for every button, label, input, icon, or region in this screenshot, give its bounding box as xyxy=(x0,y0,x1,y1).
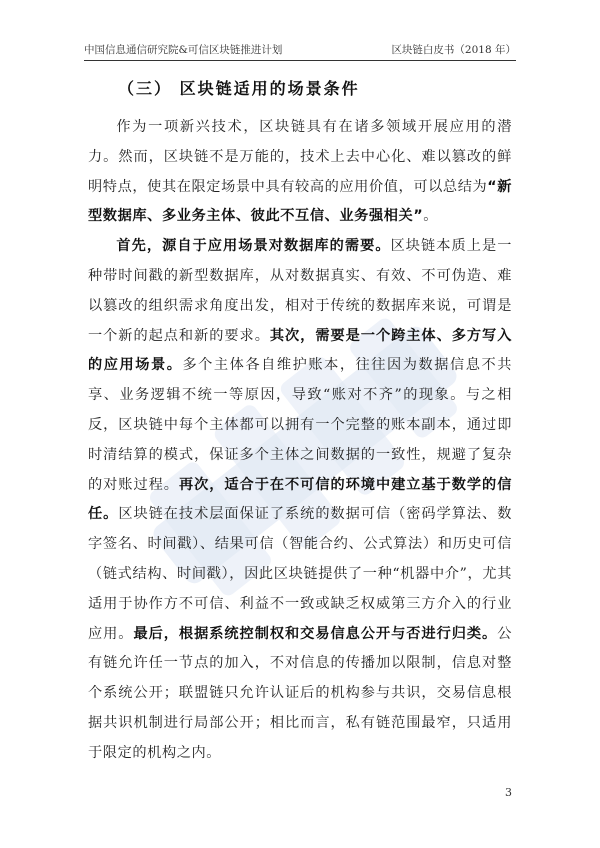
intro-text-2: 。 xyxy=(423,208,439,225)
condition-third-text: 区块链在技术层面保证了系统的数据可信（密码学算法、数字签名、时间戳）、结果可信（智能合约、公式算法）和历史可信（链式结构、时间戳），因此区块链提供了一种“机器中介”，尤其适用于协作方不可信、利益不一致或缺乏权威第三方介入的行业应用。 xyxy=(88,506,512,642)
condition-fourth-heading: 最后，根据系统控制权和交易信息公开与否进行归类。 xyxy=(133,625,498,642)
condition-fourth-text: 公有链允许任一节点的加入，不对信息的传播加以限制，信息对整个系统公开；联盟链只允许认证后的机构参与共识，交易信息根据共识机制进行局部公开；相比而言，私有链范围最窄，只适用于限定的机构之内。 xyxy=(88,625,512,761)
condition-first-heading: 首先，源自于应用场景对数据库的需要。 xyxy=(116,238,391,255)
intro-text-1: 作为一项新兴技术，区块链具有在诸多领域开展应用的潜力。然而，区块链不是万能的，技术上去中心化、难以篡改的鲜明特点，使其在限定场景中具有较高的应用价值，可以总结为 xyxy=(88,119,512,195)
paragraph-intro xyxy=(88,113,512,232)
header-right-text: 区块链白皮书（2018 年） xyxy=(391,44,516,56)
condition-second-text: 多个主体各自维护账本，往往因为数据信息不共享、业务逻辑不统一等原因，导致“账对不齐”的现象。与之相反，区块链中每个主体都可以拥有一个完整的账本副本，通过即时清结算的模式，保证多个主体之间数据的一致性，规避了复杂的对账过程。 xyxy=(88,357,512,493)
section-title: （三） 区块链适用的场景条件 xyxy=(118,79,360,98)
page-header xyxy=(84,40,516,61)
page-number: 3 xyxy=(505,786,512,799)
header-left-text: 中国信息通信研究院&可信区块链推进计划 xyxy=(84,44,283,56)
condition-third-heading: 再次，适合于在不可信的环境中建立基于数学的信任。 xyxy=(88,476,512,523)
main-content xyxy=(88,76,512,769)
intro-bold-1: “新型数据库、多业务主体、彼此不互信、业务强相关” xyxy=(88,178,512,225)
condition-second-heading: 其次，需要是一个跨主体、多方写入的应用场景。 xyxy=(88,327,512,374)
paragraph-conditions xyxy=(88,232,512,768)
condition-first-text: 区块链本质上是一种带时间戳的新型数据库，从对数据真实、有效、不可伪造、难以篡改的组织需求角度出发，相对于传统的数据库来说，可谓是一个新的起点和新的要求。 xyxy=(88,238,512,344)
